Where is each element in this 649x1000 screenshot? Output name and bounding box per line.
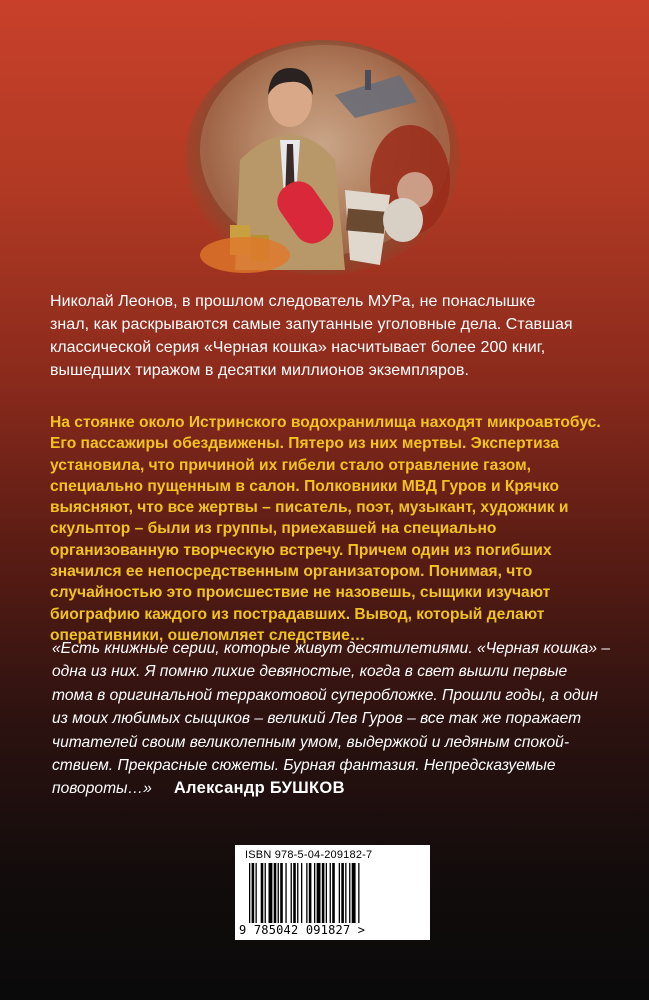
barcode-bar bbox=[285, 863, 286, 923]
quote-line: «Есть книжные серии, которые живут десятилетиями. «Черная кошка» – bbox=[52, 640, 611, 657]
annotation-line: биографию каждого из пострадавших. Вывод, который делают bbox=[50, 605, 545, 623]
isbn-label: ISBN 978-5-04-209182-7 bbox=[245, 849, 373, 861]
illustration-art bbox=[185, 40, 460, 275]
barcode-bar bbox=[306, 863, 307, 923]
annotation-line: специально пущенным в салон. Полковники МВД Гуров и Крячко bbox=[50, 477, 559, 495]
barcode-bar bbox=[317, 863, 321, 923]
barcode-bar bbox=[345, 863, 346, 923]
plot-annotation bbox=[50, 412, 610, 646]
quote-last-line bbox=[52, 777, 612, 800]
barcode-bar bbox=[280, 863, 283, 923]
barcode-bar bbox=[269, 863, 273, 923]
quote-line: повороты…» bbox=[52, 780, 152, 798]
barcode-bars bbox=[249, 863, 417, 923]
annotation-line: оперативники, ошеломляет следствие… bbox=[50, 626, 366, 644]
annotation-line: случайностью это происшествие не назовешь, сыщики изучают bbox=[50, 584, 551, 602]
barcode-bar bbox=[339, 863, 340, 923]
annotation-line: установила, что причиной их гибели стало отравление газом, bbox=[50, 456, 531, 474]
barcode-bar bbox=[261, 863, 264, 923]
quote-author: Александр БУШКОВ bbox=[173, 779, 345, 798]
barcode-bar bbox=[349, 863, 350, 923]
quote-line: тома в оригинальной терракотовой суперобложке. Прошли годы, а один bbox=[52, 686, 598, 704]
barcode-bar bbox=[278, 863, 279, 923]
annotation-line: выясняют, что все жертвы – писатель, поэт, музыкант, художник и bbox=[50, 499, 569, 517]
blurb-line: Николай Леонов, в прошлом следователь МУРа, не понаслышке bbox=[50, 293, 536, 310]
barcode-bar bbox=[265, 863, 266, 923]
quote-line: одна из них. Я помню лихие девяностые, когда в свет вышли первые bbox=[52, 663, 568, 681]
barcode-bar bbox=[314, 863, 315, 923]
barcode-bar bbox=[297, 863, 298, 923]
quote-line: читателей своим великолепным умом, выдержкой и ледяным спокой- bbox=[52, 733, 570, 751]
annotation-line: скульптор – были из группы, приехавшей на специально bbox=[50, 520, 497, 538]
annotation-line: Его пассажиры обездвижены. Пятеро из них мертвы. Экспертиза bbox=[50, 435, 559, 453]
cover-illustration bbox=[185, 40, 460, 275]
barcode-bar bbox=[256, 863, 257, 923]
blurb-line: знал, как раскрываются самые запутанные уголовные дела. Ставшая bbox=[50, 316, 573, 333]
annotation-line: организованную творческую встречу. Причем один из погибших bbox=[50, 541, 552, 559]
annotation-line: значился ее непосредственным организатором. Понимая, что bbox=[50, 563, 533, 581]
barcode-bar bbox=[358, 863, 359, 923]
barcode-bar bbox=[301, 863, 302, 923]
barcode-bar bbox=[274, 863, 277, 923]
barcode-bar bbox=[293, 863, 296, 923]
barcode-bar bbox=[332, 863, 335, 923]
isbn-barcode bbox=[235, 845, 430, 940]
series-blurb bbox=[50, 290, 573, 382]
barcode-bar bbox=[309, 863, 312, 923]
barcode-bar bbox=[322, 863, 325, 923]
blurb-line: вышедших тиражом в десятки миллионов экземпляров. bbox=[50, 362, 469, 379]
quote-line: ствием. Прекрасные сюжеты. Бурная фантазия. Непредсказуемые bbox=[52, 757, 556, 775]
author-quote bbox=[52, 637, 612, 801]
barcode-bar bbox=[326, 863, 327, 923]
barcode-bar bbox=[249, 863, 250, 923]
barcode-digits: 9 785042 091827 > bbox=[239, 923, 366, 937]
blurb-line: классической серия «Черная кошка» насчитывает более 200 книг, bbox=[50, 339, 546, 356]
annotation-line: На стоянке около Истринского водохранилища находят микроавтобус. bbox=[50, 414, 601, 431]
barcode-bar bbox=[330, 863, 331, 923]
barcode-bar bbox=[352, 863, 356, 923]
barcode-bar bbox=[252, 863, 255, 923]
quote-line: из моих любимых сыщиков – великий Лев Гуров – все так же поражает bbox=[52, 710, 582, 728]
barcode-bar bbox=[341, 863, 344, 923]
barcode-bar bbox=[291, 863, 292, 923]
